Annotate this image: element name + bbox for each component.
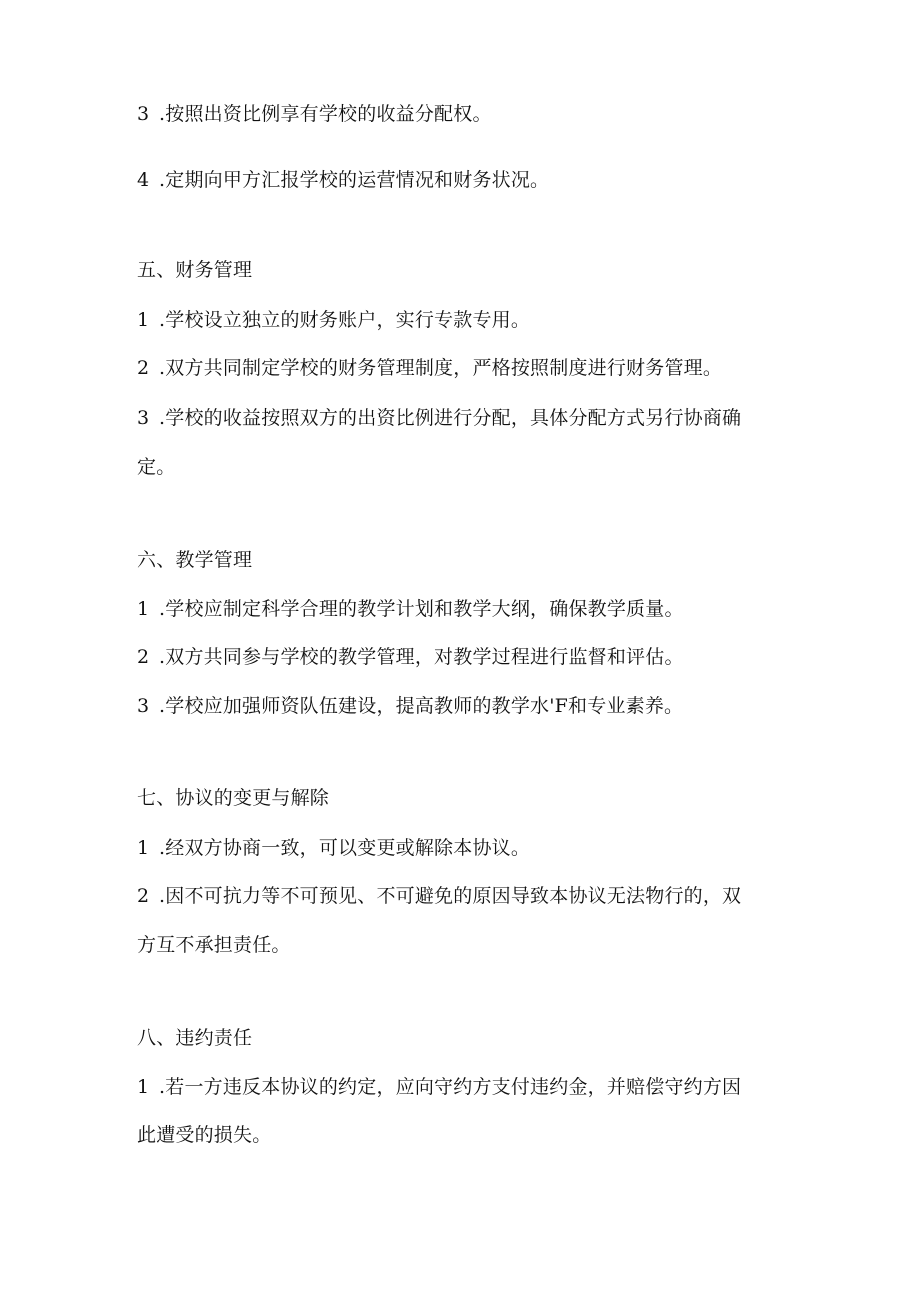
item-number: 2 [137, 357, 150, 379]
list-item [137, 168, 549, 192]
item-text: .定期向甲方汇报学校的运营情况和财务状况。 [159, 169, 550, 191]
item-text: .学校设立独立的财务账户，实行专款专用。 [159, 309, 531, 331]
list-item [137, 597, 684, 621]
section-heading: 五、财务管理 [137, 259, 253, 281]
item-text: .学校应加强师资队伍建设，提高教师的教学水'F和专业素养。 [159, 695, 684, 717]
list-item-continuation: 此遭受的损失。 [137, 1124, 272, 1146]
section-heading: 八、违约责任 [137, 1027, 253, 1049]
item-number: 4 [137, 169, 150, 191]
item-text: .学校的收益按照双方的出资比例进行分配，具体分配方式另行协商确 [159, 407, 742, 429]
list-item-continuation: 方互不承担责任。 [137, 934, 291, 956]
item-number: 3 [137, 407, 150, 429]
item-text: .学校应制定科学合理的教学计划和教学大纲，确保教学质量。 [159, 598, 684, 620]
item-number: 1 [137, 837, 150, 859]
list-item [137, 1075, 741, 1099]
list-item-continuation: 定。 [137, 456, 176, 478]
list-item [137, 102, 492, 126]
item-number: 3 [137, 695, 150, 717]
item-text: .若一方违反本协议的约定，应向守约方支付违约金，并赔偿守约方因 [159, 1076, 742, 1098]
item-text: .经双方协商一致，可以变更或解除本协议。 [159, 837, 531, 859]
section-heading: 六、教学管理 [137, 549, 253, 571]
list-item [137, 356, 722, 380]
item-number: 1 [137, 1076, 150, 1098]
item-number: 2 [137, 885, 150, 907]
item-number: 3 [137, 103, 150, 125]
item-text: .因不可抗力等不可预见、不可避免的原因导致本协议无法物行的，双 [159, 885, 742, 907]
item-text: .按照出资比例享有学校的收益分配权。 [159, 103, 492, 125]
item-number: 1 [137, 309, 150, 331]
list-item [137, 308, 530, 332]
list-item [137, 694, 683, 718]
item-number: 2 [137, 646, 150, 668]
list-item [137, 884, 741, 908]
section-heading: 七、协议的变更与解除 [137, 787, 330, 809]
item-number: 1 [137, 598, 150, 620]
list-item [137, 836, 530, 860]
item-text: .双方共同参与学校的教学管理，对教学过程进行监督和评估。 [159, 646, 684, 668]
item-text: .双方共同制定学校的财务管理制度，严格按照制度进行财务管理。 [159, 357, 723, 379]
list-item [137, 645, 684, 669]
list-item [137, 406, 741, 430]
